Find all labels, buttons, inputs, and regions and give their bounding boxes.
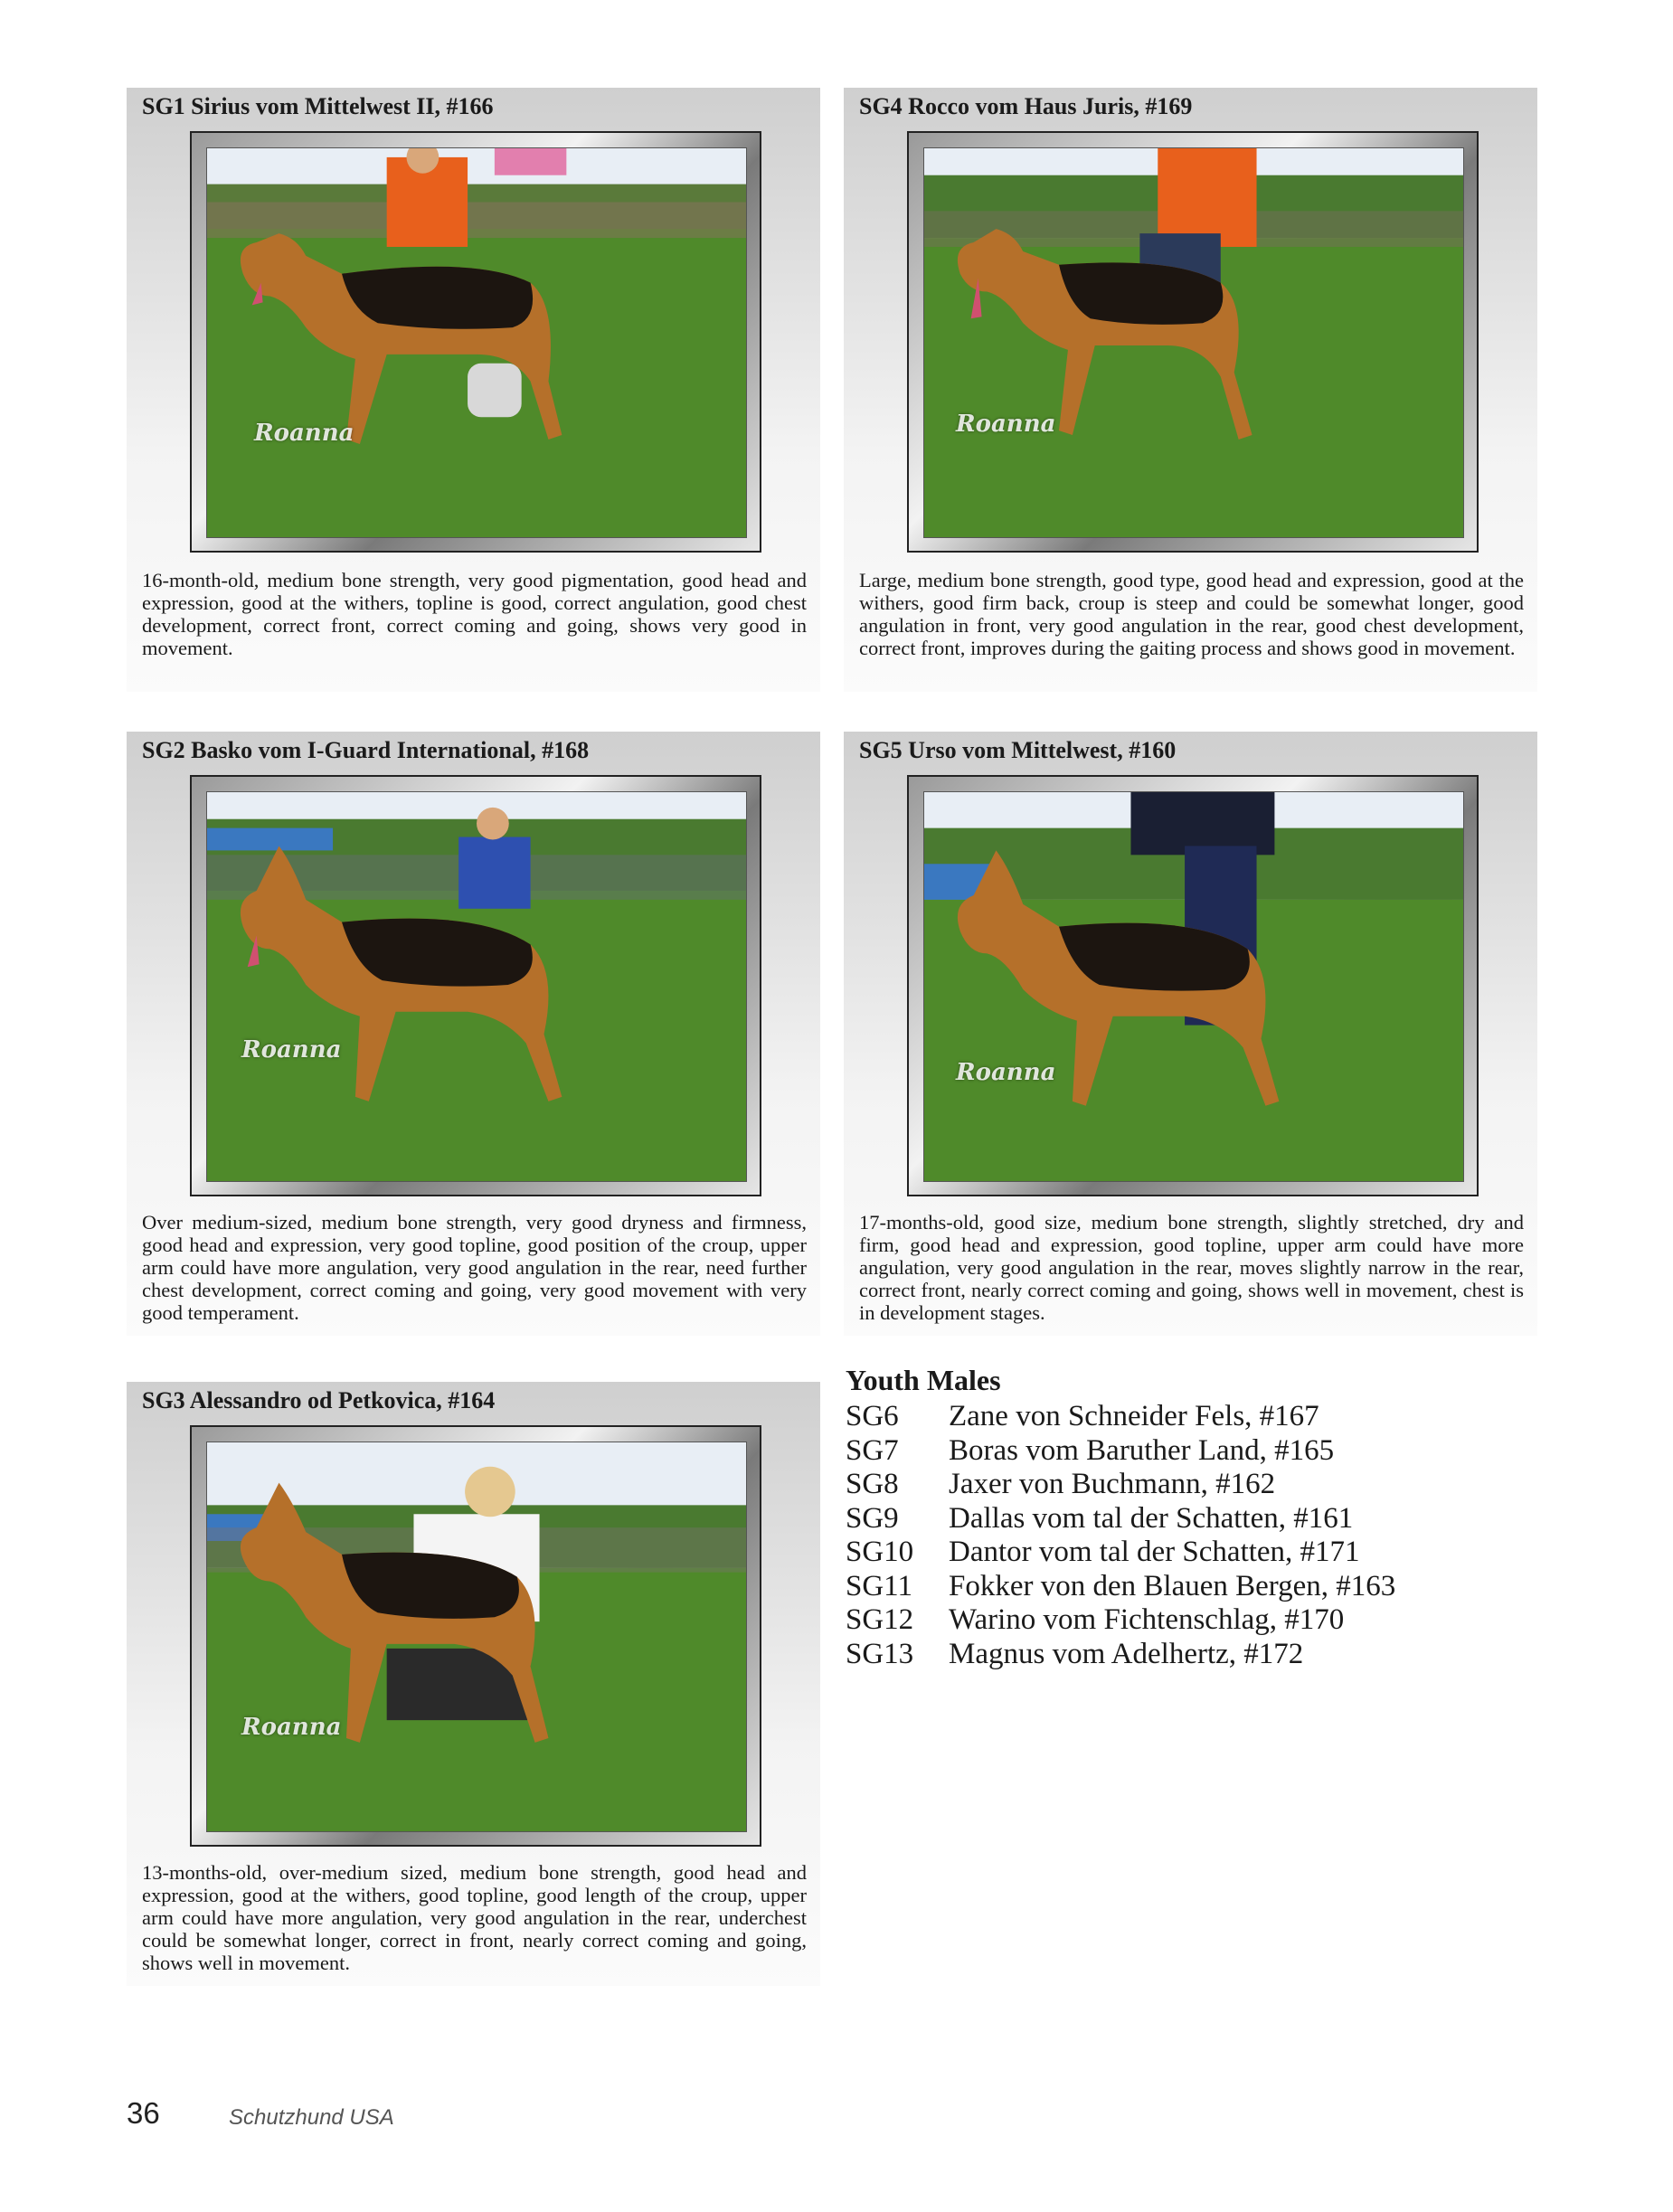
photo-frame (907, 131, 1479, 553)
rank: SG12 (846, 1603, 914, 1636)
page-number: 36 (127, 2096, 160, 2130)
card-title: SG2 Basko vom I-Guard International, #168 (142, 737, 590, 763)
list-item (846, 1570, 1479, 1604)
dog-card-sg2 (127, 732, 820, 1336)
photo-watermark: Roanna (956, 411, 1056, 438)
photo-watermark: Roanna (956, 1059, 1056, 1086)
list-item (846, 1603, 1479, 1638)
rank: SG8 (846, 1468, 899, 1500)
publication-name: Schutzhund USA (229, 2105, 394, 2130)
dog-name: Dallas vom tal der Schatten, #161 (949, 1501, 1354, 1535)
photo-frame (190, 131, 761, 553)
dog-name: Zane von Schneider Fels, #167 (949, 1400, 1319, 1432)
list-item (846, 1400, 1479, 1434)
photo-watermark: Roanna (241, 1036, 342, 1063)
card-title: SG5 Urso vom Mittelwest, #160 (859, 737, 1177, 763)
dog-photo (923, 791, 1464, 1182)
card-description: 13-months-old, over-medium sized, medium bone strength, good head and expression, good at the withers, good topline, good length of the croup, upper arm could have more angulation, very good angulation in the rear, underchest could be somewhat longer, correct in front, nearly correct coming and going, shows well in movement. (142, 1861, 807, 1974)
dog-photo (923, 147, 1464, 538)
dog-photo (206, 791, 747, 1182)
youth-males-heading: Youth Males (846, 1364, 1001, 1396)
card-description: Over medium-sized, medium bone strength, very good dryness and firmness, good head and expression, very good topline, good position of the croup, upper arm could have more angulation, very good angulation in the rear, need further chest development, correct coming and going, very good movement with very good temperament. (142, 1211, 807, 1324)
rank: SG10 (846, 1536, 914, 1568)
youth-males-list (846, 1400, 1479, 1671)
card-description: Large, medium bone strength, good type, good head and expression, good at the withers, good firm back, croup is steep and could be somewhat longer, good angulation in front, very good angulation in the rear, good chest development, correct front, improves during the gaiting process and shows good in movement. (859, 569, 1524, 659)
card-title: SG1 Sirius vom Mittelwest II, #166 (142, 93, 494, 119)
photo-frame (190, 1425, 761, 1847)
photo-watermark: Roanna (241, 1714, 342, 1741)
photo-frame (907, 775, 1479, 1196)
card-title: SG4 Rocco vom Haus Juris, #169 (859, 93, 1193, 119)
dog-card-sg5 (844, 732, 1537, 1336)
dog-name: Jaxer von Buchmann, #162 (949, 1468, 1276, 1500)
dog-name: Dantor vom tal der Schatten, #171 (949, 1536, 1360, 1568)
dog-name: Fokker von den Blauen Bergen, #163 (949, 1569, 1396, 1602)
dog-name: Magnus vom Adelhertz, #172 (949, 1637, 1304, 1670)
dog-card-sg3 (127, 1382, 820, 1986)
dog-card-sg4 (844, 88, 1537, 692)
photo-frame (190, 775, 761, 1196)
card-title: SG3 Alessandro od Petkovica, #164 (142, 1387, 496, 1413)
dog-name: Boras vom Baruther Land, #165 (949, 1433, 1335, 1467)
rank: SG11 (846, 1569, 912, 1602)
rank: SG9 (846, 1501, 899, 1535)
card-description: 17-months-old, good size, medium bone strength, slightly stretched, dry and firm, good head and expression, good topline, upper arm could have more angulation, very good angulation in the rear, moves slightly narrow in the rear, correct front, nearly correct coming and going, shows well in movement, chest is in development stages. (859, 1211, 1524, 1324)
dog-name: Warino vom Fichtenschlag, #170 (949, 1603, 1345, 1636)
dog-card-sg1 (127, 88, 820, 692)
dog-photo (206, 147, 747, 538)
list-item (846, 1638, 1479, 1672)
rank: SG6 (846, 1400, 899, 1432)
list-item (846, 1434, 1479, 1469)
card-description: 16-month-old, medium bone strength, very good pigmentation, good head and expression, good at the withers, topline is good, correct angulation, good chest development, correct front, correct coming and going, shows very good in movement. (142, 569, 807, 659)
dog-photo (206, 1442, 747, 1832)
rank: SG7 (846, 1433, 899, 1467)
rank: SG13 (846, 1637, 914, 1670)
list-item (846, 1468, 1479, 1502)
photo-watermark: Roanna (254, 420, 354, 447)
list-item (846, 1502, 1479, 1536)
list-item (846, 1536, 1479, 1570)
